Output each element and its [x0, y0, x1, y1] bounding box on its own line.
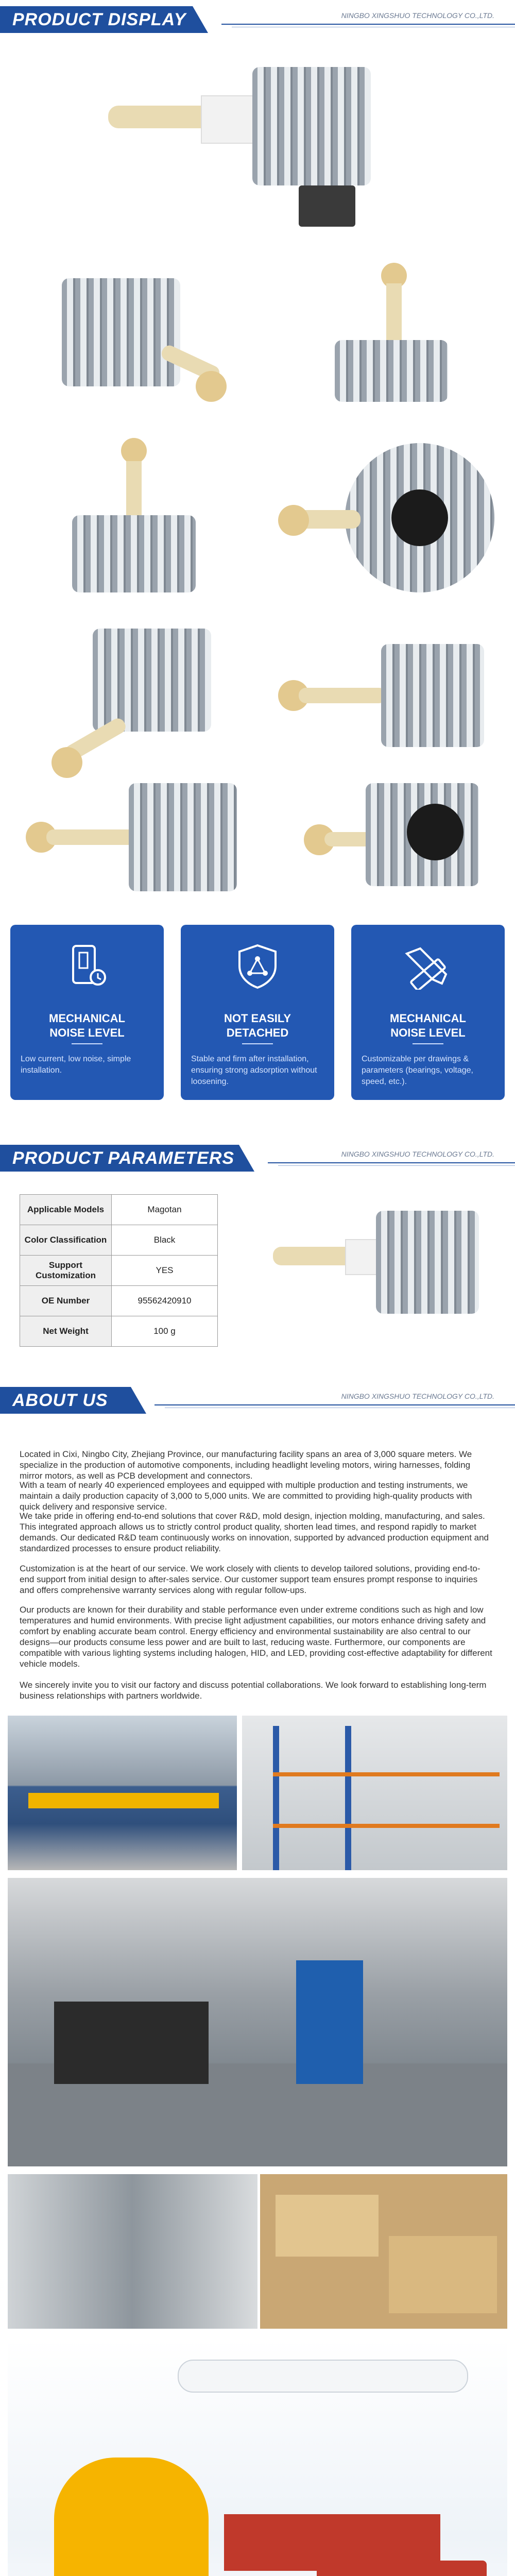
product-image	[26, 778, 242, 896]
product-image	[309, 252, 474, 417]
table-row: Applicable Models Magotan	[20, 1195, 218, 1225]
feature-card	[351, 925, 505, 1100]
product-image	[278, 433, 500, 603]
table-row: Support Customization YES	[20, 1256, 218, 1286]
product-image-main	[98, 46, 417, 232]
product-image	[41, 268, 237, 422]
delivery-person	[54, 2458, 209, 2576]
section-title: PRODUCT PARAMETERS	[0, 1145, 239, 1172]
workshop-photo	[8, 1878, 507, 2166]
office-photo	[8, 2174, 258, 2329]
feature-title: MECHANICAL NOISE LEVEL	[390, 1012, 466, 1039]
product-image	[304, 778, 489, 896]
warehouse-photo	[242, 1716, 507, 1870]
company-name: NINGBO XINGSHUO TECHNOLOGY CO.,LTD.	[341, 1392, 494, 1400]
divider	[242, 1043, 273, 1044]
section-header-params	[0, 1139, 515, 1175]
about-paragraph: Located in Cixi, Ningbo City, Zhejiang Province, our manufacturing facility spans an area of 3,000 square meters. We specialize in the production of automotive components, including headlight leveling motors, wiring harnesses, folding mirror motors, as well as PCB development and connectors.	[20, 1449, 472, 1481]
about-paragraph: We take pride in offering end-to-end solutions that cover R&D, mold design, injection molding, manufacturing, and sales. This integrated approach allows us to strictly control product quality, shorten lead times, and respond rapidly to market demands. Our dedicated R&D team continuously works on innovation, supported by advanced production equipment and standardized processes to ensure product reliability.	[20, 1511, 489, 1553]
divider	[72, 1043, 102, 1044]
company-name: NINGBO XINGSHUO TECHNOLOGY CO.,LTD.	[341, 11, 494, 20]
feature-title: MECHANICAL NOISE LEVEL	[49, 1012, 125, 1039]
about-paragraph: Our products are known for their durability and stable performance even under extreme conditions such as high and low temperatures and humid environments. With precise light adjustment capabilities, our motors enhance driving safety and comfort by enabling accurate beam control. Energy efficiency and environmental sustainability are also central to our designs—our products consume less power and are built to last, reducing waste. Furthermore, our components are compatible with various lighting systems including halogen, HID, and LED, providing cost-effective adaptability for different vehicle models.	[20, 1605, 492, 1669]
table-row: Net Weight 100 g	[20, 1316, 218, 1347]
feature-card	[181, 925, 334, 1100]
section-title: PRODUCT DISPLAY	[0, 6, 193, 33]
parameter-table	[20, 1194, 218, 1347]
shipping-banner	[8, 2339, 507, 2576]
feature-text: Low current, low noise, simple installation.	[21, 1055, 131, 1075]
product-image	[46, 618, 227, 788]
truck-icon	[317, 2561, 487, 2576]
phone-battery-icon	[64, 943, 110, 990]
feature-text: Customizable per drawings & parameters (bearings, voltage, speed, etc.).	[362, 1055, 473, 1086]
section-header-display	[0, 0, 515, 36]
about-paragraph: We sincerely invite you to visit our factory and discuss potential collaborations. We look forward to establishing long-term business relationships with partners worldwide.	[20, 1680, 487, 1701]
table-row: OE Number 95562420910	[20, 1286, 218, 1316]
feature-text: Stable and firm after installation, ensuring strong adsorption without loosening.	[191, 1055, 317, 1086]
divider	[278, 1165, 515, 1166]
company-name: NINGBO XINGSHUO TECHNOLOGY CO.,LTD.	[341, 1150, 494, 1158]
airplane-icon	[178, 2360, 468, 2393]
table-row: Color Classification Black	[20, 1225, 218, 1256]
feature-card	[10, 925, 164, 1100]
divider	[413, 1043, 443, 1044]
shield-triangle-icon	[234, 943, 281, 990]
product-image	[278, 634, 494, 757]
divider	[154, 1404, 515, 1405]
product-image	[62, 433, 216, 603]
pencil-ruler-icon	[405, 943, 451, 990]
factory-photo	[8, 1716, 237, 1870]
divider	[268, 1162, 515, 1163]
divider	[221, 24, 515, 25]
product-image-params	[268, 1200, 494, 1334]
section-header-about	[0, 1381, 515, 1417]
packaging-photo	[260, 2174, 507, 2329]
about-paragraph: With a team of nearly 40 experienced employees and equipped with multiple production and testing instruments, we maintain a daily production capacity of 3,000 to 5,000 units. We are committed to providing high-quality products with quick delivery and responsive service.	[20, 1480, 472, 1512]
feature-title: NOT EASILY DETACHED	[224, 1012, 291, 1039]
about-paragraph: Customization is at the heart of our service. We work closely with clients to develop tailored solutions, providing end-to-end support from initial design to after-sales service. Our customer support team ensures prompt response to inquiries and offers comprehensive warranty services along with regular follow-ups.	[20, 1564, 480, 1595]
section-title: ABOUT US	[0, 1387, 131, 1414]
